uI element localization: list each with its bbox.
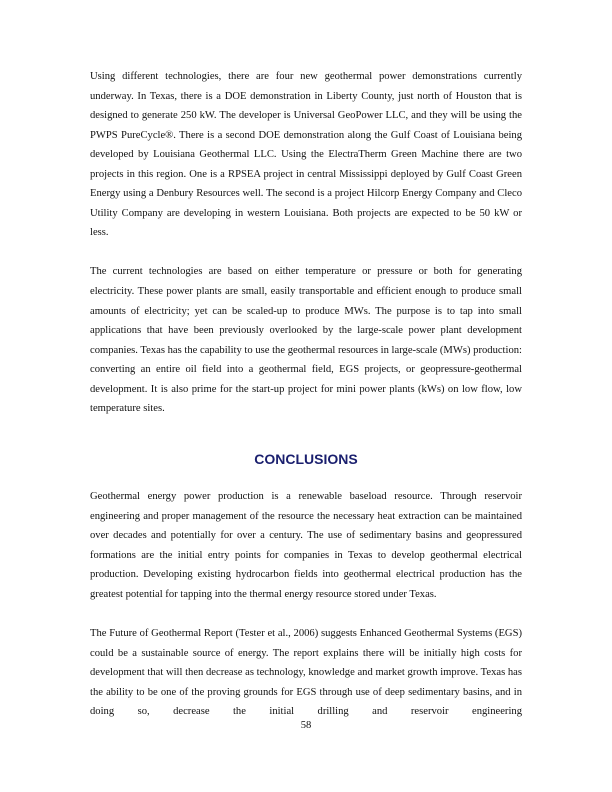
paragraph-future-of-geothermal: The Future of Geothermal Report (Tester et al., 2006) suggests Enhanced Geothermal Systems (EGS) could be a sustainable source of energy. The report explains there will be initially high costs for development that will then decrease as technology, knowledge and market growth improve. Texas has the ability to be one of the proving grounds for EGS through use of deep sedimentary basins, and in doing so, decrease the initial drilling and reservoir engineering	[90, 628, 522, 718]
paragraph-current-technologies: The current technologies are based on either temperature or pressure or both for generating electricity. These power plants are small, easily transportable and efficient enough to produce small amounts of electricity; yet can be scaled-up to produce MWs. The purpose is to tap into small applications that have been previously overlooked by the large-scale power plant development companies. Texas has the capability to use the geothermal resources in large-scale (MWs) production: converting an entire oil field into a geothermal field, EGS projects, or geopressure-geothermal development. It is also prime for the start-up project for mini power plants (kWs) on low flow, low temperature sites.	[90, 266, 522, 415]
paragraph-spacer	[90, 419, 522, 439]
paragraph-baseload-resource: Geothermal energy power production is a renewable baseload resource. Through reservoir engineering and proper management of the resource the necessary heat extraction can be maintained over decades and potentially for over a century. The use of sedimentary basins and geopressured formations are the initial entry points for companies in Texas to develop geothermal electrical production. Developing existing hydrocarbon fields into geothermal electrical production has the greatest potential for tapping into the thermal energy resource stored under Texas.	[90, 491, 522, 601]
section-heading-conclusions: CONCLUSIONS	[254, 451, 358, 468]
page-number: 58	[300, 720, 312, 731]
paragraph-geothermal-demonstrations: Using different technologies, there are four new geothermal power demonstrations currently underway. In Texas, there is a DOE demonstration in Liberty County, just north of Houston that is designed to generate 250 kW. The developer is Universal GeoPower LLC, and they will be using the PWPS PureCycle®. There is a second DOE demonstration along the Gulf Coast of Louisiana being developed by Louisiana Geothermal LLC. Using the ElectraTherm Green Machine there are two projects in this region. One is a RPSEA project in central Mississippi deployed by Gulf Coast Green Energy using a Denbury Resources well. The second is a project Hilcorp Energy Company and Cleco Utility Company are developing in western Louisiana. Both projects are expected to be 50 kW or less.	[90, 71, 522, 239]
paragraph-spacer	[90, 605, 522, 625]
document-body	[90, 67, 522, 722]
heading-spacer	[90, 479, 522, 487]
paragraph-spacer	[90, 243, 522, 263]
